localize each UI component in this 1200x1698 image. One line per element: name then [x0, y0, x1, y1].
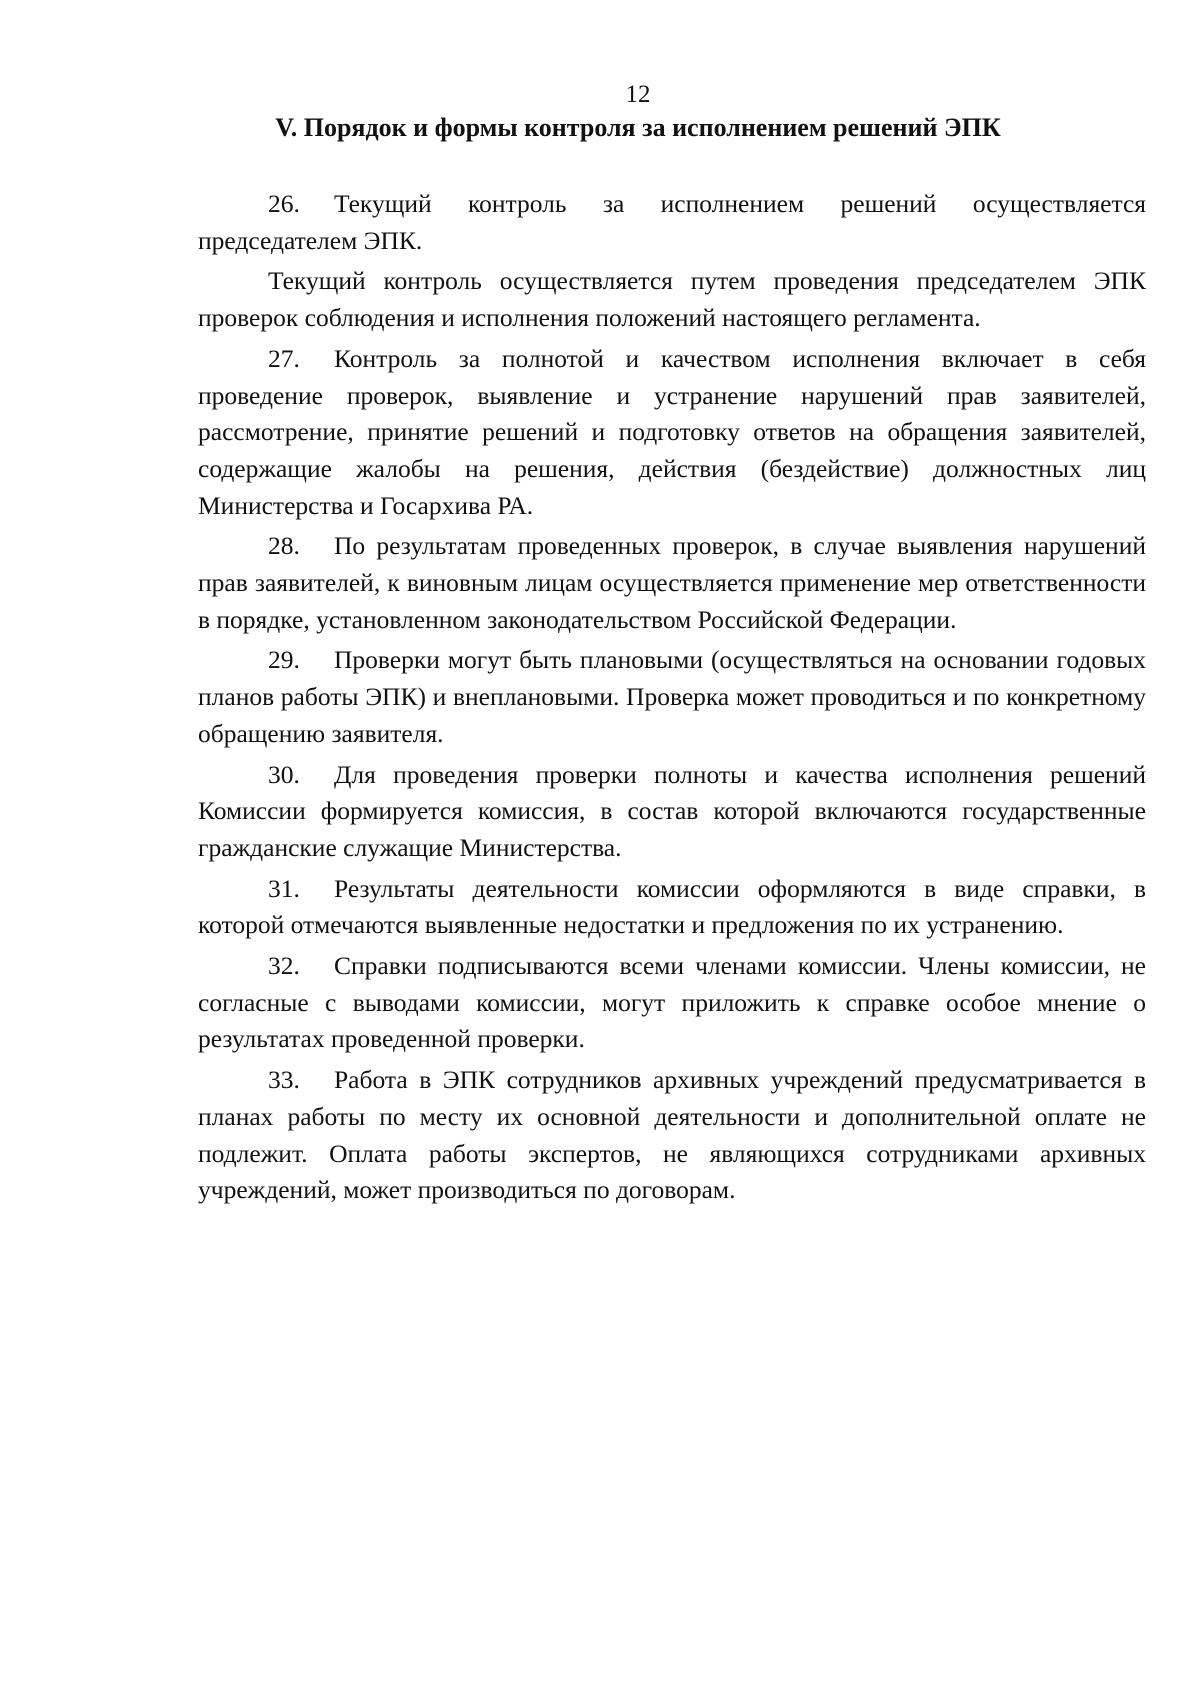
paragraph-number: 27. — [268, 343, 300, 373]
paragraph-text: Для проведения проверки полноты и качества исполнения решений Комиссии формируется комиссия, в состав которой включаются государственные гражданские служащие Министерства. — [198, 759, 1146, 862]
paragraph-text: Текущий контроль осуществляется путем проведения председателем ЭПК проверок соблюдения и исполнения положений настоящего регламента. — [198, 266, 1146, 333]
page-number: 12 — [625, 81, 651, 108]
paragraph-number: 31. — [268, 873, 300, 903]
paragraph-text: По результатам проведенных проверок, в случае выявления нарушений прав заявителей, к виновным лицам осуществляется применение мер ответственности в порядке, установленном законодательством Российской Федерации. — [198, 531, 1146, 634]
paragraph-number: 26. — [268, 189, 300, 218]
paragraph-text: Результаты деятельности комиссии оформляются в виде справки, в которой отмечаются выявленные недостатки и предложения по их устранению. — [198, 873, 1146, 940]
paragraph-text: Контроль за полнотой и качеством исполнения включает в себя проведение проверок, выявление и устранение нарушений прав заявителей, рассмотрение, принятие решений и подготовку ответов на обращения заявителей, содержащие жалобы на решения, действия (бездействие) должностных лиц Министерства и Госархива РА. — [198, 343, 1146, 520]
paragraph-number: 28. — [268, 531, 300, 561]
paragraph-30 — [198, 757, 1146, 867]
paragraph-32 — [198, 948, 1146, 1058]
section-title: V. Порядок и формы контроля за исполнением решений ЭПК — [275, 113, 1001, 142]
paragraph-text: Работа в ЭПК сотрудников архивных учреждений предусматривается в планах работы по месту их основной деятельности и дополнительной оплате не подлежит. Оплата работы экспертов, не являющихся сотрудниками архивных учреждений, может производиться по договорам. — [198, 1065, 1146, 1205]
paragraph-text: Справки подписываются всеми членами комиссии. Члены комиссии, не согласные с выводами комиссии, могут приложить к справке особое мнение о результатах проведенной проверки. — [198, 951, 1146, 1054]
paragraph-number: 30. — [268, 759, 300, 789]
paragraph-27 — [198, 341, 1146, 525]
paragraph-text: Текущий контроль за исполнением решений осуществляется председателем ЭПК. — [198, 189, 1146, 255]
paragraph-number: 32. — [268, 951, 300, 981]
paragraph-31 — [198, 871, 1146, 944]
paragraph-26 — [198, 186, 1146, 259]
paragraph-29 — [198, 642, 1146, 752]
paragraph-28 — [198, 528, 1146, 638]
paragraph-number: 33. — [268, 1065, 300, 1095]
body-text — [198, 186, 1146, 1209]
paragraph-26-continued — [198, 263, 1146, 336]
paragraph-number: 29. — [268, 645, 300, 675]
paragraph-text: Проверки могут быть плановыми (осуществляться на основании годовых планов работы ЭПК) и внеплановыми. Проверка может проводиться и по конкретному обращению заявителя. — [198, 645, 1146, 748]
paragraph-33 — [198, 1062, 1146, 1209]
